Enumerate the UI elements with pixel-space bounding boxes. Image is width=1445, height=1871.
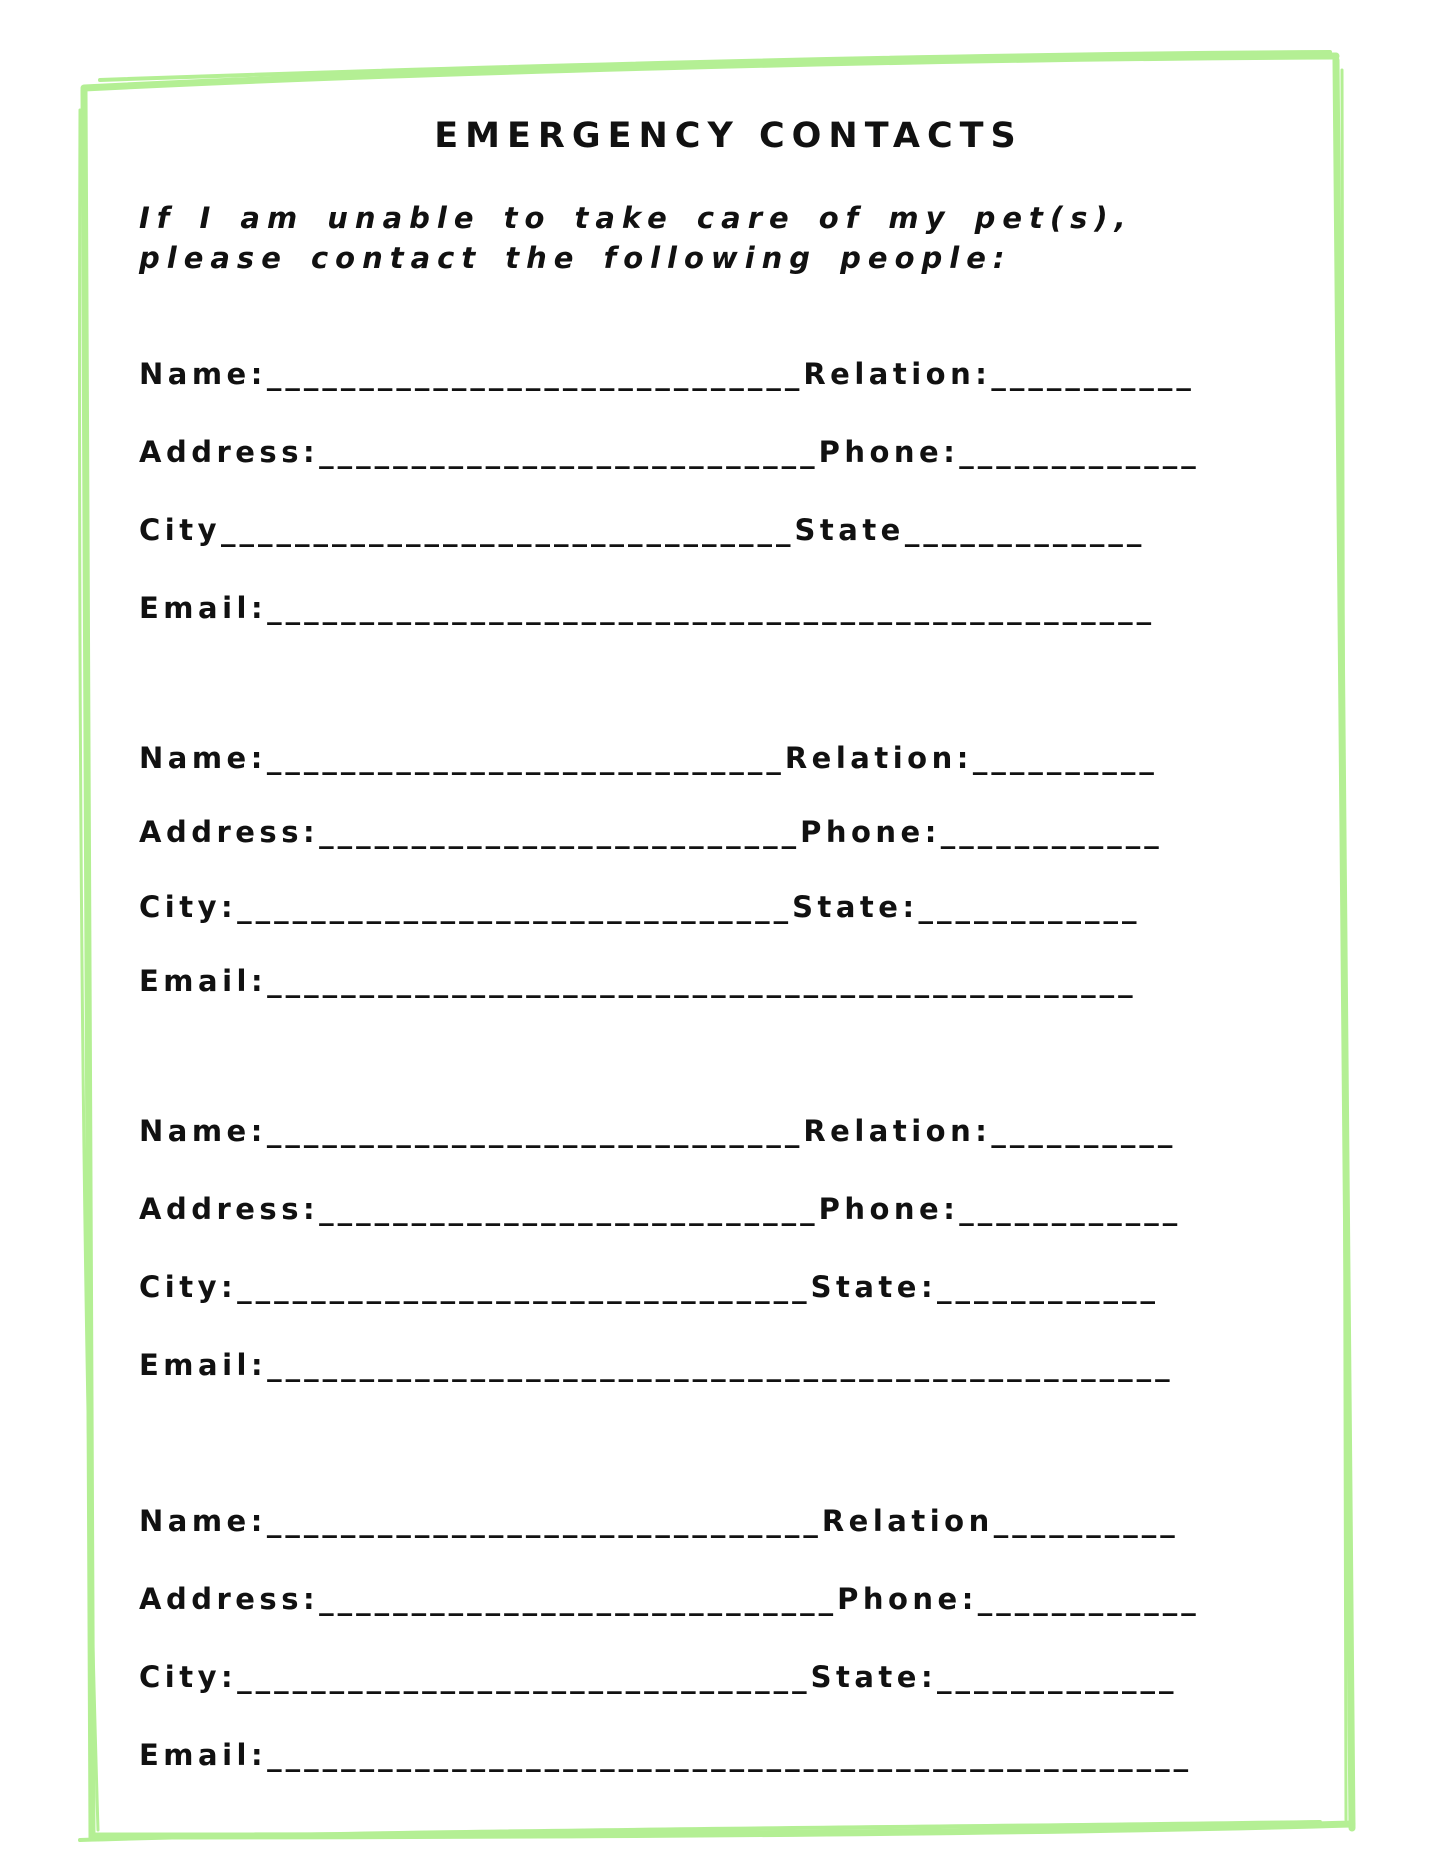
border-strokes (80, 52, 1352, 1840)
phone-label: Phone: (818, 1192, 960, 1226)
name-label: Name: (139, 741, 267, 775)
city-blank[interactable]: _______________________________ (221, 513, 795, 547)
city-label: City: (139, 1270, 238, 1304)
city-field-3 (139, 1270, 1159, 1304)
address-label: Address: (139, 1192, 320, 1226)
email-label: Email: (139, 591, 268, 625)
address-label: Address: (139, 1582, 320, 1616)
address-blank[interactable]: ___________________________ (319, 435, 819, 469)
city-label: City: (139, 890, 238, 924)
name-field-3 (139, 1114, 1176, 1148)
email-blank[interactable]: __________________________________________________ (267, 1738, 1193, 1772)
relation-label: Relation: (803, 357, 992, 391)
email-label: Email: (139, 1738, 268, 1772)
name-label: Name: (139, 1504, 267, 1538)
city-label: City (139, 513, 221, 547)
state-blank[interactable]: _____________ (937, 1660, 1178, 1694)
email-field-3 (139, 1348, 1174, 1382)
relation-blank[interactable]: __________ (972, 741, 1158, 775)
address-field-2 (139, 815, 1163, 849)
address-blank[interactable]: __________________________ (319, 815, 801, 849)
relation-label: Relation (821, 1504, 994, 1538)
phone-label: Phone: (837, 1582, 978, 1616)
intro-text: If I am unable to take care of my pet(s), please contact the following people: (139, 201, 1133, 275)
city-blank[interactable]: _______________________________ (237, 1270, 811, 1304)
name-field-2 (139, 741, 1158, 775)
email-field-1 (139, 591, 1155, 625)
name-blank[interactable]: ____________________________ (266, 741, 785, 775)
state-label: State: (810, 1270, 938, 1304)
state-blank[interactable]: ____________ (937, 1270, 1160, 1304)
city-field-2 (139, 890, 1141, 924)
email-blank[interactable]: _______________________________________________ (267, 964, 1137, 998)
state-blank[interactable]: ____________ (918, 890, 1141, 924)
email-field-4 (139, 1738, 1192, 1772)
phone-blank[interactable]: _____________ (959, 435, 1200, 469)
state-label: State: (792, 890, 919, 924)
address-label: Address: (139, 815, 320, 849)
address-label: Address: (139, 435, 320, 469)
name-blank[interactable]: ______________________________ (266, 1504, 822, 1538)
phone-label: Phone: (818, 435, 960, 469)
relation-label: Relation: (803, 1114, 992, 1148)
email-blank[interactable]: _________________________________________________ (267, 1348, 1174, 1382)
state-label: State (794, 513, 905, 547)
relation-label: Relation: (784, 741, 973, 775)
address-field-1 (139, 435, 1200, 469)
city-blank[interactable]: _______________________________ (237, 1660, 811, 1694)
name-label: Name: (139, 357, 267, 391)
email-field-2 (139, 964, 1137, 998)
email-label: Email: (139, 1348, 268, 1382)
state-blank[interactable]: _____________ (904, 513, 1146, 547)
city-field-1 (139, 513, 1145, 547)
phone-blank[interactable]: ____________ (940, 815, 1163, 849)
name-field-4 (139, 1504, 1179, 1538)
email-blank[interactable]: ________________________________________________ (267, 591, 1156, 625)
name-label: Name: (139, 1114, 267, 1148)
phone-label: Phone: (800, 815, 941, 849)
address-blank[interactable]: ____________________________ (319, 1582, 838, 1616)
relation-blank[interactable]: __________ (993, 1504, 1179, 1538)
name-blank[interactable]: _____________________________ (266, 357, 804, 391)
city-label: City: (139, 1660, 238, 1694)
relation-blank[interactable]: ___________ (991, 357, 1195, 391)
page-title: EMERGENCY CONTACTS (434, 116, 1023, 156)
name-field-1 (139, 357, 1195, 391)
name-blank[interactable]: _____________________________ (266, 1114, 804, 1148)
phone-blank[interactable]: ____________ (959, 1192, 1182, 1226)
phone-blank[interactable]: ____________ (977, 1582, 1200, 1616)
address-blank[interactable]: ___________________________ (319, 1192, 819, 1226)
email-label: Email: (139, 964, 268, 998)
state-label: State: (810, 1660, 938, 1694)
address-field-4 (139, 1582, 1200, 1616)
city-field-4 (139, 1660, 1178, 1694)
address-field-3 (139, 1192, 1181, 1226)
city-blank[interactable]: ______________________________ (237, 890, 793, 924)
relation-blank[interactable]: __________ (991, 1114, 1177, 1148)
